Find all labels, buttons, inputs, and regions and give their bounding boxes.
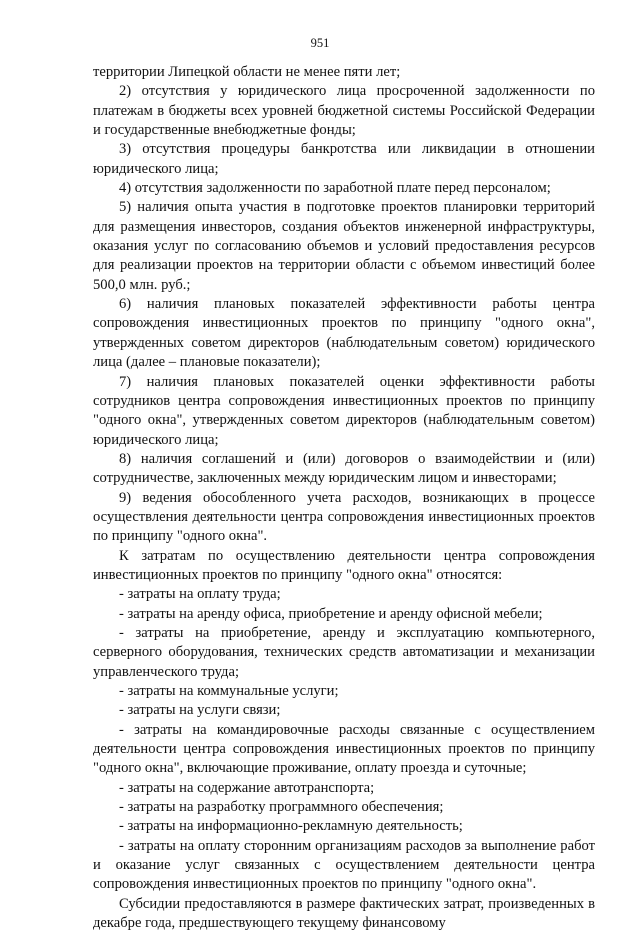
list-item: - затраты на приобретение, аренду и эксплуатацию компьютерного, серверного оборудования, технических средств автоматизации и механизации управленческого труда; [93,624,595,680]
list-item: - затраты на разработку программного обеспечения; [119,799,444,816]
paragraph: 7) наличия плановых показателей оценки эффективности работы сотрудников центра сопровождения инвестиционных проектов по принципу "одного окна", утвержденных советом директоров (наблюдательным советом) юридического лица; [93,373,595,448]
paragraph: Субсидии предоставляются в размере фактических затрат, произведенных в декабре года, предшествующего текущему финансовому [93,895,595,932]
list-item: - затраты на аренду офиса, приобретение и аренду офисной мебели; [119,605,543,622]
list-item: - затраты на командировочные расходы связанные с осуществлением деятельности центра сопровождения инвестиционных проектов по принципу "одного окна", включающие проживание, оплату проезда и суточные; [93,721,595,777]
paragraph: 2) отсутствия у юридического лица просроченной задолженности по платежам в бюджеты всех уровней бюджетной системы Российской Федерации и государственные внебюджетные фонды; [93,83,595,139]
paragraph: территории Липецкой области не менее пяти лет; [93,64,401,80]
list-item: - затраты на услуги связи; [119,702,281,719]
list-item: - затраты на оплату сторонним организациям расходов за выполнение работ и оказание услуг связанных с осуществлением деятельности центра сопровождения инвестиционных проектов по принципу "одного окна". [93,837,595,893]
list-item: - затраты на оплату труда; [119,586,281,603]
paragraph: 6) наличия плановых показателей эффективности работы центра сопровождения инвестиционных проектов по принципу "одного окна", утвержденных советом директоров (наблюдательным советом) юридического лица (далее – плановые показатели); [93,296,595,371]
list-item: - затраты на содержание автотранспорта; [119,779,375,796]
paragraph: 5) наличия опыта участия в подготовке проектов планировки территорий для размещения инвесторов, создания объектов инженерной инфраструктуры, оказания услуг по согласованию объемов и условий предоставления ресурсов для реализации проектов на территории области с объемом инвестиций более 500,0 млн. руб.; [93,199,595,293]
list-item: - затраты на коммунальные услуги; [119,683,339,699]
paragraph: 3) отсутствия процедуры банкротства или ликвидации в отношении юридического лица; [93,141,595,177]
paragraph: 9) ведения обособленного учета расходов, возникающих в процессе осуществления деятельности центра сопровождения инвестиционных проектов по принципу "одного окна". [93,489,595,545]
paragraph: 4) отсутствия задолженности по заработной плате перед персоналом; [119,180,551,197]
page-number: 951 [310,36,330,50]
paragraph: К затратам по осуществлению деятельности центра сопровождения инвестиционных проектов по принципу "одного окна" относятся: [93,547,595,583]
paragraph: 8) наличия соглашений и (или) договоров о взаимодействии и (или) сотрудничестве, заключенных между юридическим лицом и инвесторами; [93,450,595,487]
list-item: - затраты на информационно-рекламную деятельность; [119,818,463,835]
body-text [93,63,595,933]
